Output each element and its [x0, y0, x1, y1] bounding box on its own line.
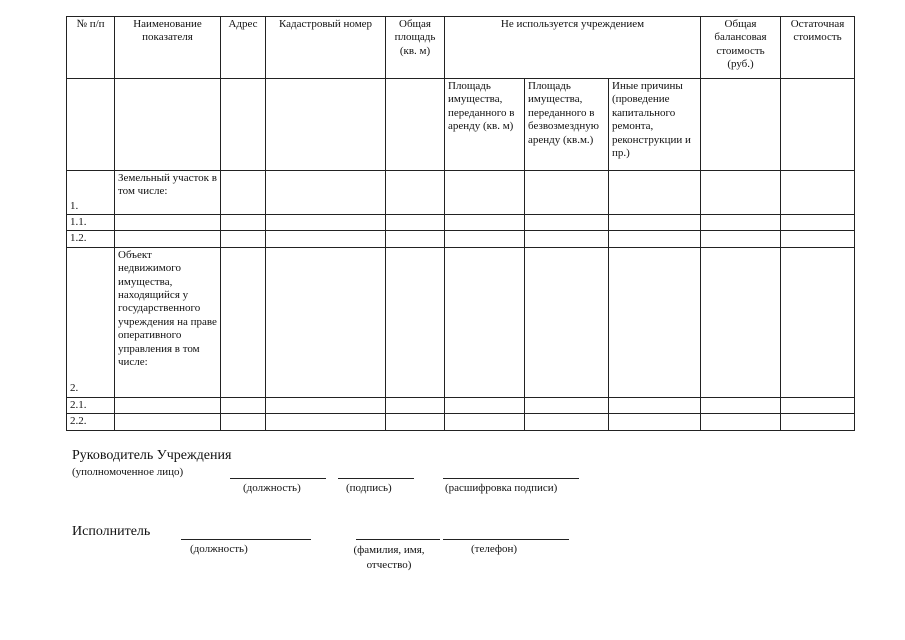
row-name — [115, 231, 221, 247]
table-row — [67, 397, 855, 413]
table-row — [67, 171, 855, 215]
decode-label: (расшифровка подписи) — [445, 482, 558, 494]
sign-label: (подпись) — [346, 482, 392, 494]
table-row — [67, 215, 855, 231]
exec-name-line — [356, 539, 440, 540]
subheader-cell — [67, 79, 115, 171]
subheader-cell — [781, 79, 855, 171]
header-address: Адрес — [221, 17, 266, 79]
sign-line — [338, 478, 414, 479]
table-row — [67, 247, 855, 397]
row-num: 1.1. — [67, 215, 115, 231]
exec-phone-line — [443, 539, 569, 540]
row-num: 2.1. — [67, 397, 115, 413]
executor-title: Исполнитель — [72, 524, 151, 539]
position-label: (должность) — [243, 482, 301, 494]
row-name — [115, 414, 221, 430]
head-subtitle: (уполномоченное лицо) — [72, 466, 184, 478]
row-num: 2. — [67, 247, 115, 397]
header-residual: Остаточная стоимость — [781, 17, 855, 79]
subheader-cell — [386, 79, 445, 171]
subheader-cell — [701, 79, 781, 171]
exec-phone-label: (телефон) — [471, 543, 518, 555]
table-row — [67, 414, 855, 430]
header-area: Общая площадь (кв. м) — [386, 17, 445, 79]
subheader-cell — [115, 79, 221, 171]
row-name — [115, 215, 221, 231]
decode-line — [443, 478, 579, 479]
exec-position-label: (должность) — [190, 543, 248, 555]
head-title: Руководитель Учреждения — [72, 448, 232, 463]
exec-position-line — [181, 539, 311, 540]
subheader-cell — [266, 79, 386, 171]
header-name: Наименование показателя — [115, 17, 221, 79]
header-num: № п/п — [67, 17, 115, 79]
row-num: 2.2. — [67, 414, 115, 430]
row-name: Земельный участок в том числе: — [115, 171, 221, 215]
property-table — [66, 16, 855, 431]
table-row — [67, 231, 855, 247]
row-num: 1. — [67, 171, 115, 215]
row-name: Объект недвижимого имущества, находящийся у государственного учреждения на праве оперативного управления в том числе: — [115, 247, 221, 397]
header-cadastral: Кадастровый номер — [266, 17, 386, 79]
subheader-free: Площадь имущества, переданного в безвозмездную аренду (кв.м.) — [525, 79, 609, 171]
header-balance: Общая балансовая стоимость (руб.) — [701, 17, 781, 79]
row-num: 1.2. — [67, 231, 115, 247]
exec-name-label: (фамилия, имя, отчество) — [353, 544, 425, 571]
subheader-other: Иные причины (проведение капитального ремонта, реконструкции и пр.) — [609, 79, 701, 171]
row-name — [115, 397, 221, 413]
position-line — [230, 478, 326, 479]
header-not-used: Не используется учреждением — [445, 17, 701, 79]
subheader-rent: Площадь имущества, переданного в аренду (кв. м) — [445, 79, 525, 171]
subheader-cell — [221, 79, 266, 171]
